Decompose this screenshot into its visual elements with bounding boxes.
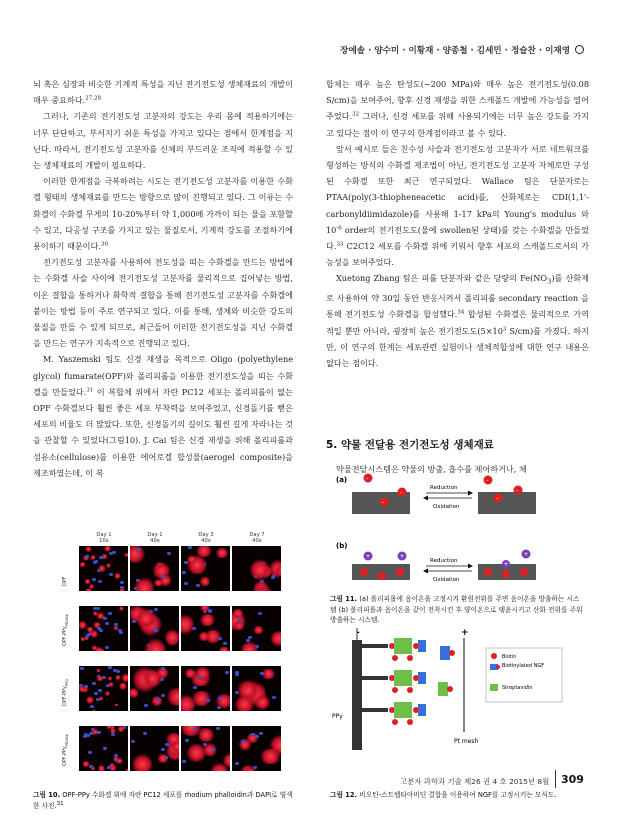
figure-10-caption: 그림 10. OPF-PPy 수화겔 위에 자란 PC12 세포를 rhodium phalloidin과 DAPI로 염색한 사진.$^{31}$ [33, 791, 293, 810]
micrograph-row-label [63, 734, 69, 766]
section-first-line: 약물전달시스템은 약물의 방출, 흡수를 제어하거나, 체 [336, 464, 527, 474]
micrograph-column-header: Day 7 40x [249, 532, 265, 544]
reference-marker: -6 [336, 225, 342, 232]
right-paragraph [326, 270, 589, 371]
micrograph-cell [181, 726, 230, 771]
svg-text:-: - [486, 477, 489, 484]
section-heading: 5. 약물 전달용 전기전도성 생체재료 [326, 439, 494, 451]
micrograph-cell [130, 546, 179, 591]
svg-text:+: + [399, 553, 405, 560]
figure-12-caption: 그림 12. 비오틴-스트렙타아비딘 결합을 이용하여 NGF를 고정시키는 모식도. [330, 791, 557, 799]
right-paragraph [326, 76, 589, 141]
row-label-subscript: PEG [64, 678, 69, 687]
fig12-plus: + [461, 628, 469, 638]
micrograph-column-header: Day 1 40x [147, 532, 163, 544]
running-header: 장예솔 · 양수미 · 이황재 · 양종철 · 김세민 · 정슬찬 · 이재영 [340, 44, 584, 56]
fig12-legend-biotin: Biotin [502, 654, 517, 660]
micrograph-cell [79, 606, 128, 651]
paragraph-text: 합성된 수화겔은 물리적으로 가역적일 뿐만 아니라, 굉장히 높은 전기전도도(5×10 [326, 309, 589, 336]
row-label-text: OPF-PPy [63, 686, 68, 706]
micrograph-column-header: Day 3 40x [198, 532, 214, 544]
paragraph-text: Xuetong Zhang 팀은 피롤 단분자와 같은 당량의 Fe(NO [336, 273, 548, 284]
reference-marker: 3 [502, 325, 507, 332]
micrograph-cell [181, 666, 230, 711]
figure-12-diagram [330, 626, 570, 756]
fig11-reduction-b: Reduction [430, 558, 458, 564]
svg-text:-: - [516, 487, 519, 494]
micrograph-cell [130, 666, 179, 711]
left-paragraph [33, 254, 293, 351]
svg-text:+: + [365, 553, 371, 560]
micrograph-column-header: Day 1 10x [96, 532, 112, 544]
fig12-ptmesh: Pt mesh [454, 738, 479, 745]
header-bullet-icon [575, 45, 584, 54]
left-paragraph [33, 351, 293, 481]
paragraph-text: 뇌 혹은 심장과 비슷한 기계적 특성을 지닌 전기전도성 생체재료의 개발이 매우 중요하다. [33, 79, 293, 106]
figure-11-diagram [330, 468, 560, 590]
left-paragraph [33, 173, 293, 254]
micrograph-cell [130, 726, 179, 771]
paragraph-text: 이러한 한계점을 극복하려는 시도는 전기전도성 고분자를 이용한 수화겔 형태의 생체재료를 만드는 방향으로 많이 진행되고 있다. 그 이유는 수화겔이 수화겔 무게의 10-20%부터 약 1,000배 가까이 되는 물을 포함할 수 있고, 다공성 구조를 가지고 있는 물질로서, 기계적 강도를 조절하기에 용이하기 때문이다. [33, 176, 293, 252]
micrograph-cell [232, 546, 281, 591]
svg-text:-: - [366, 475, 369, 482]
row-label-text: OPF [63, 576, 68, 586]
figure-11-caption: 그림 11. (a) 폴리피롤에 음이온을 고정시켜 환원전위를 주면 음이온을 방출하는 시스템 (b) 폴리피롤과 음이온을 같이 전착시킨 후 양이온으로 탱윤시키고 산화 전위를 주워 방출하는 시스템. [330, 595, 583, 624]
paragraph-text: M. Yaszemski 팀도 신경 재생을 목적으로 Oligo (polyethylene glycol) fumarate(OPF)와 폴리피롤을 이용한 전기전도성을 띠는 수화겔을 만들었다. [33, 354, 293, 397]
journal-footer: 고분자 과학과 기술 제26 권 4 호 2015년 8월 [400, 777, 550, 786]
fig12-ppy: PPy [332, 713, 343, 720]
fig11-label-b: (b) [336, 542, 348, 550]
micrograph-cell [79, 546, 128, 591]
micrograph-row-label [63, 679, 69, 706]
micrograph-row-label [63, 577, 68, 586]
paragraph-text: )를 산화제로 사용하여 약 30일 동안 반응시켜서 폴리피롤 secondary reaction 을 통해 전기전도성 수화겔을 합성했다. [326, 273, 589, 320]
paragraph-text: 그러나, 신경 세포를 위해 사용되기에는 너무 높은 강도를 가지고 있다는 점이 이 연구의 한계점이라고 볼 수 있다. [326, 111, 589, 138]
reference-marker: 31 [86, 387, 94, 394]
page-number: 309 [561, 773, 584, 786]
fig11-oxidation-a: Oxidation [433, 504, 460, 510]
paragraph-text: C2C12 세포를 수화겔 위에 키워서 향후 세포의 스캐폴드로서의 가능성을 보여주었다. [326, 241, 589, 268]
fig11-oxidation-b: Oxidation [433, 577, 460, 583]
row-label-text: OPF-PPy [63, 626, 68, 646]
right-paragraph [326, 141, 589, 271]
figure-10-micrographs [63, 532, 282, 782]
micrograph-cell [79, 726, 128, 771]
left-column [33, 76, 293, 481]
micrograph-cell [181, 546, 230, 591]
micrograph-row-label [63, 614, 69, 646]
paragraph-text: order의 전기전도도(물에 swollen된 상태)를 갖는 수화겔을 만들었다. [326, 224, 589, 252]
svg-text:-: - [400, 489, 403, 496]
paragraph-text: 이 복합체 위에서 자란 PC12 세포는 폴리피롤이 없는 OPF 수화겔보다 훨씬 좋은 세포 부착력을 보여주었고, 신경돌기를 뻗은 세포의 비율도 더 많았다. 또한, 신경돌기의 길이도 훨씬 길게 자라나는 것을 관찰할 수 있었다(그림10). J. Cai 팀은 신경 재생을 위해 폴리피롤과 섬유소(cellulose)를 이용한 에어로겔 합성물(aerogel composite)을 제조하였는데, 이 복 [33, 386, 293, 478]
svg-text:+: + [503, 561, 509, 568]
fig11-reduction-a: Reduction [430, 485, 458, 491]
footer-divider [555, 770, 556, 788]
reference-marker: 27,28 [85, 95, 102, 102]
micrograph-cell [181, 606, 230, 651]
fig12-minus: - [356, 628, 360, 638]
paragraph-text: 합체는 매우 높은 탄성도(~200 MPa)와 매우 높은 전기전도성(0.08 S/cm)을 보여주어, 향후 신경 재생을 위한 스캐폴드 개발에 가능성을 열어주었다. [326, 79, 589, 122]
paragraph-text: S/cm)를 가졌다. 하지만, 이 연구의 한계는 세포관련 실험이나 생체적합성에 대한 연구 내용은 없다는 점이다. [326, 325, 589, 369]
row-label-text: OPF-PPy [63, 746, 68, 766]
paragraph-text: 그러나, 기존의 전기전도성 고분자의 강도는 우리 몸에 적용하기에는 너무 단단하고, 부서지기 쉬운 특성을 가지고 있다는 점에서 한계점을 지닌다. 따라서, 전기전도성 고분자를 신체의 부드러운 조직에 적용할 수 있는 생체재료의 개발이 필요하다. [33, 111, 293, 171]
fig12-legend-strep: Streptavidin [502, 685, 533, 691]
paragraph-text: 전기전도성 고분자를 사용하여 전도성을 띠는 수화겔을 만드는 방법에는 수화겔 사슬 사이에 전기전도성 고분자를 물리적으로 집어넣는 방법, 이온 결합을 통하거나 화학적 결합을 통해 전기전도성 고분자를 수화겔에 붙이는 방법 등이 주로 연구되고 있다. 이를 통해, 생체와 비슷한 강도의 물질을 만들 수 있게 되므로, 최근들어 이러한 전기전도성을 지닌 수화겔을 만드는 연구가 지속적으로 진행되고 있다. [33, 257, 293, 349]
micrograph-cell [232, 666, 281, 711]
fig11-label-a: (a) [336, 476, 348, 484]
svg-text:+: + [523, 551, 529, 558]
svg-text:-: - [382, 499, 385, 506]
reference-marker: 34 [457, 309, 465, 316]
reference-marker: 33 [336, 241, 344, 248]
reference-marker: 32 [352, 111, 360, 118]
left-paragraph [33, 76, 293, 108]
micrograph-cell [130, 606, 179, 651]
reference-marker: 30 [100, 241, 108, 248]
row-label-subscript: PEGDA [64, 733, 69, 747]
svg-text:-: - [496, 495, 499, 502]
micrograph-cell [79, 666, 128, 711]
row-label-subscript: PEGDA [64, 613, 69, 627]
left-paragraph [33, 108, 293, 173]
paragraph-text: 앞서 예시로 들은 친수성 사슬과 전기전도성 고분자가 서로 네트워크를 형성하는 방식의 수화겔 제조법이 아닌, 전기전도성 고분자 자체로만 구성된 수화겔 또한 최근 연구되었다. Wallace 팀은 단분자로는 PTAA(poly(3-thiopheneacetic acid)를, 산화제로는 CDI(1,1'-carbonyldiimidazole)를 사용해 1-17 kPa의 Young's modulus 와 10 [326, 143, 589, 235]
paragraph-text: 3 [547, 278, 552, 287]
micrograph-cell [232, 726, 281, 771]
micrograph-cell [232, 606, 281, 651]
fig12-legend-ngf: Biotinylated NGF [502, 663, 545, 669]
right-column [326, 76, 589, 371]
